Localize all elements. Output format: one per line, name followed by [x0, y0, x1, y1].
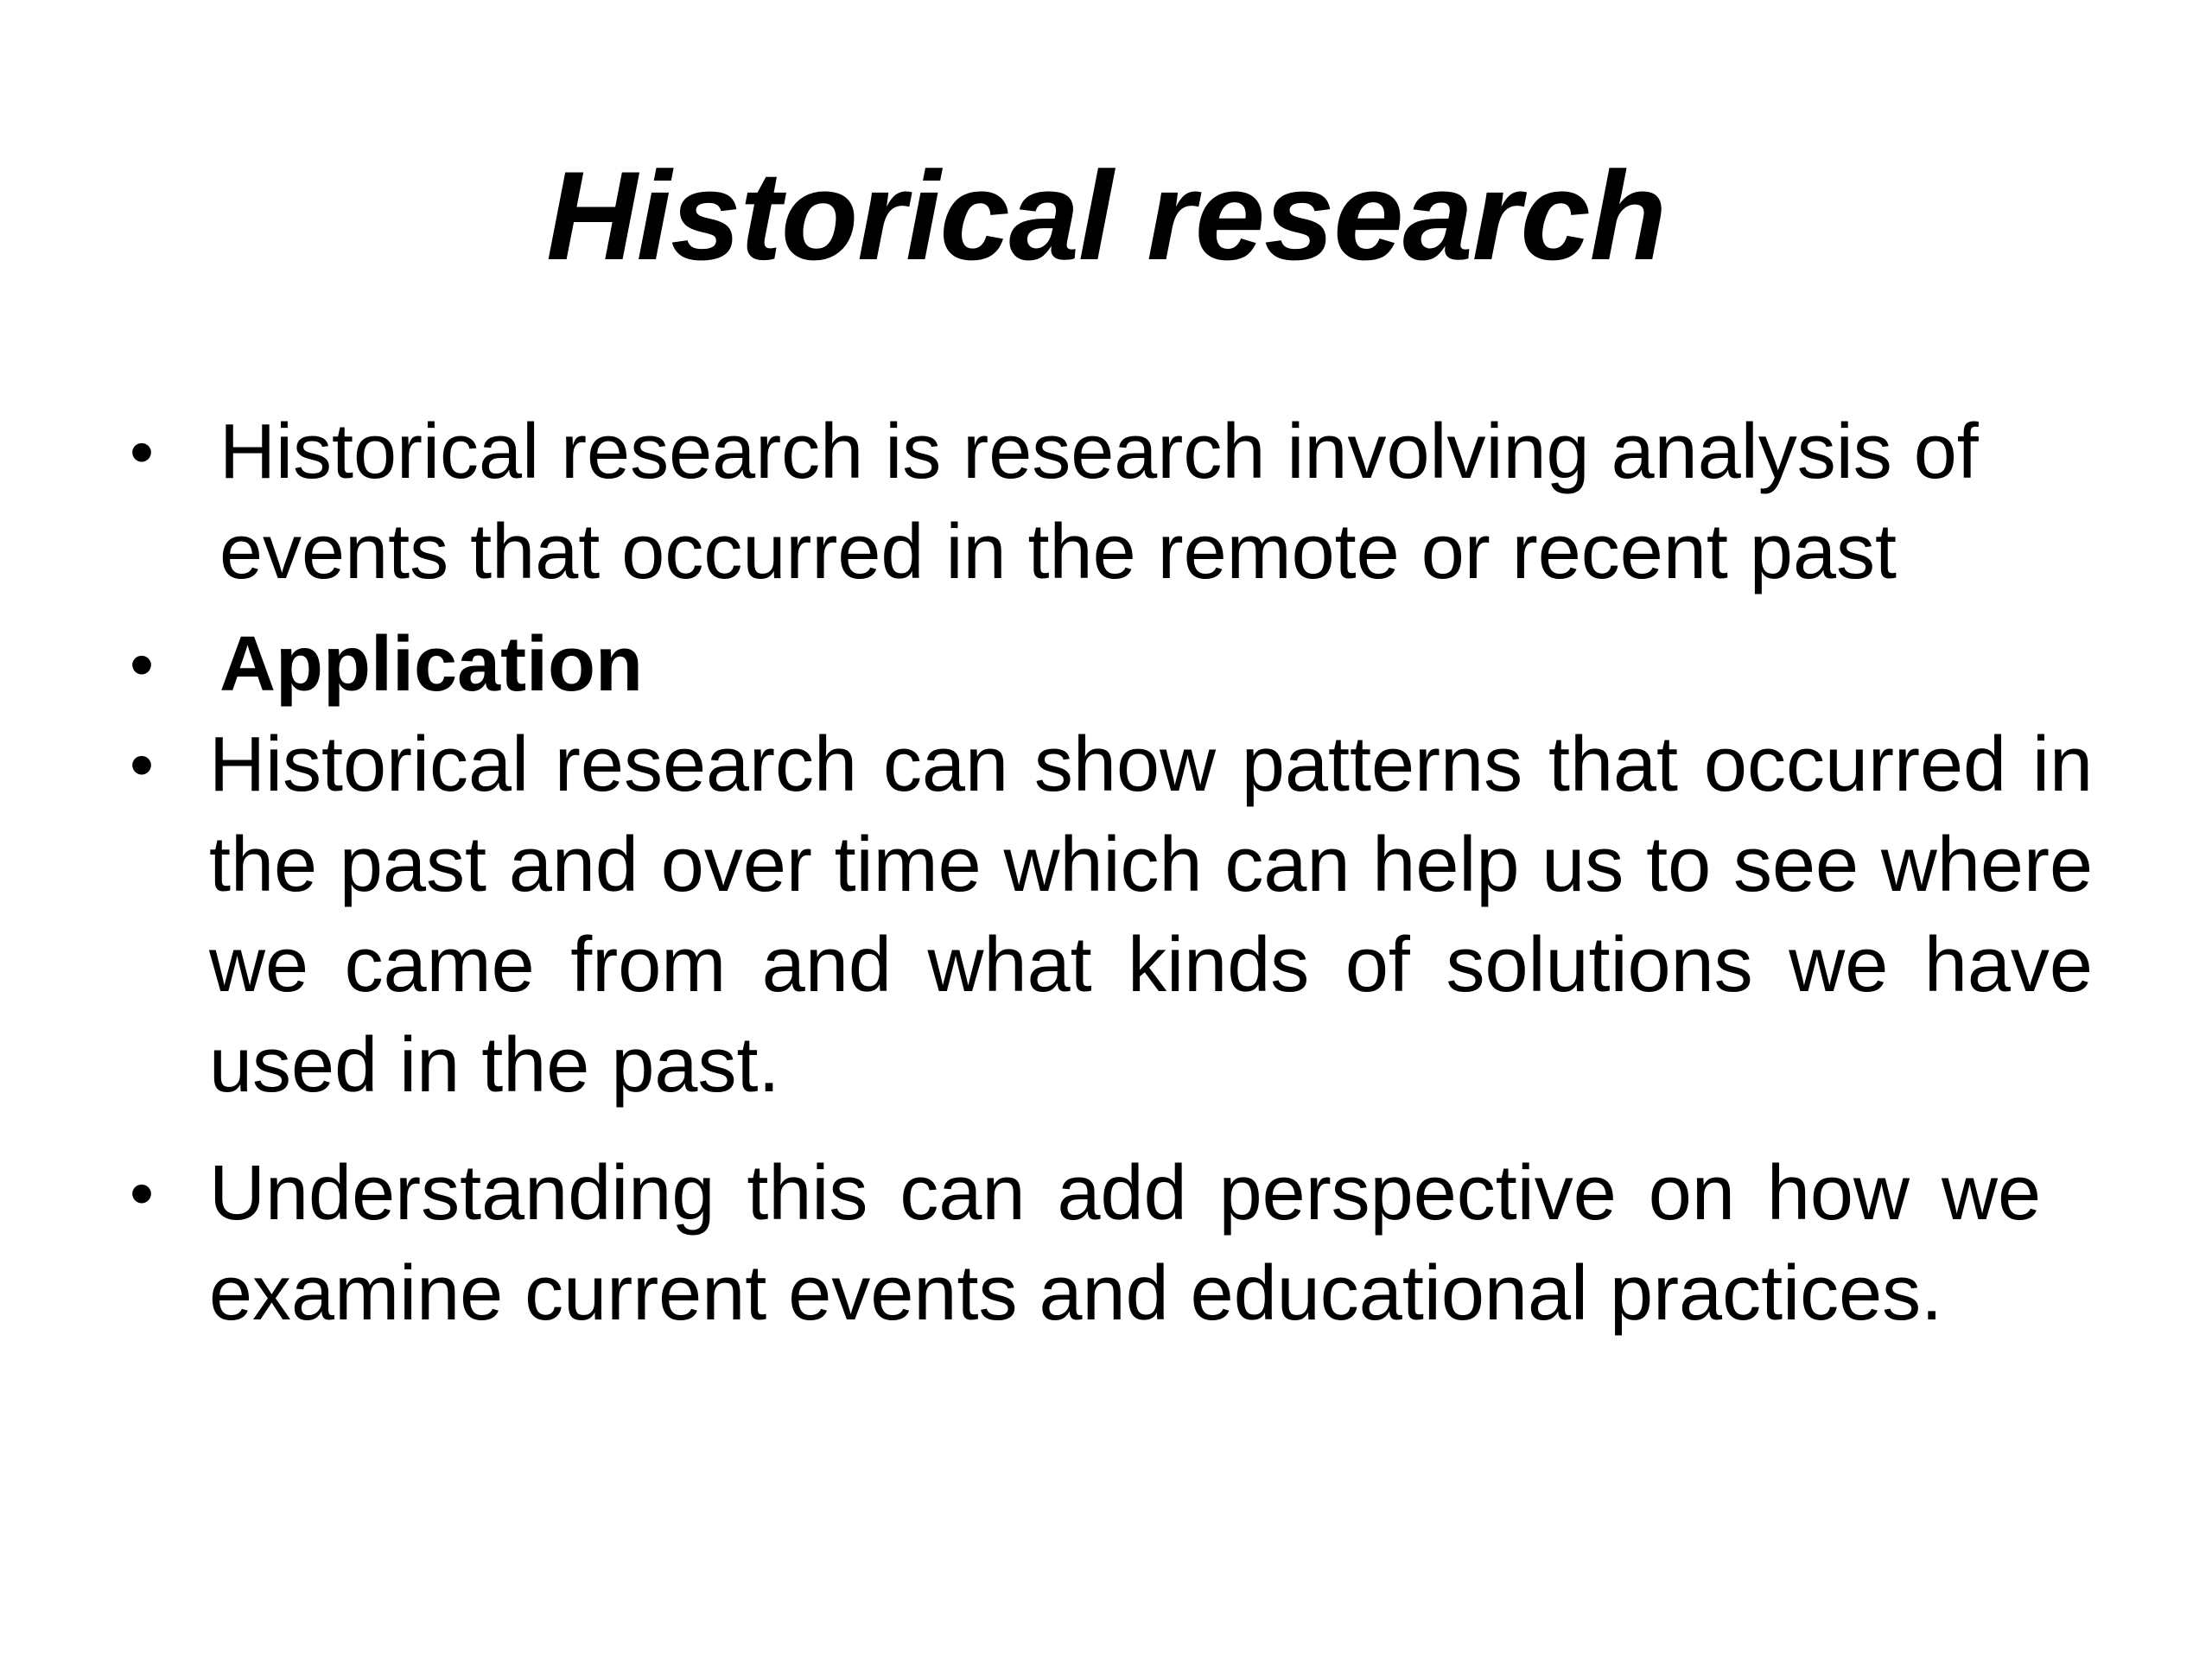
- bullet-text-application-heading: Application: [219, 621, 643, 708]
- bullet-item: [130, 1143, 2100, 1344]
- slide-title: Historical research: [546, 145, 1666, 286]
- bullet-icon: •: [130, 1154, 155, 1231]
- bullet-text-perspective: Understanding this can add perspective on how we examine current events and educational practices.: [209, 1150, 2041, 1337]
- bullet-item: [130, 715, 2100, 1116]
- bullet-item: [130, 614, 2100, 715]
- bullet-icon: •: [130, 626, 155, 702]
- bullet-item: [130, 402, 2100, 602]
- bullet-list: [130, 402, 2100, 1344]
- bullet-text-definition: Historical research is research involving analysis of events that occurred in the remote or recent past: [219, 409, 1979, 595]
- bullet-icon: •: [130, 413, 155, 490]
- bullet-icon: •: [130, 726, 155, 803]
- bullet-text-patterns: Historical research can show patterns that occurred in the past and over time which can help us to see where we came from and what kinds of solutions we have used in the past.: [209, 721, 2093, 1109]
